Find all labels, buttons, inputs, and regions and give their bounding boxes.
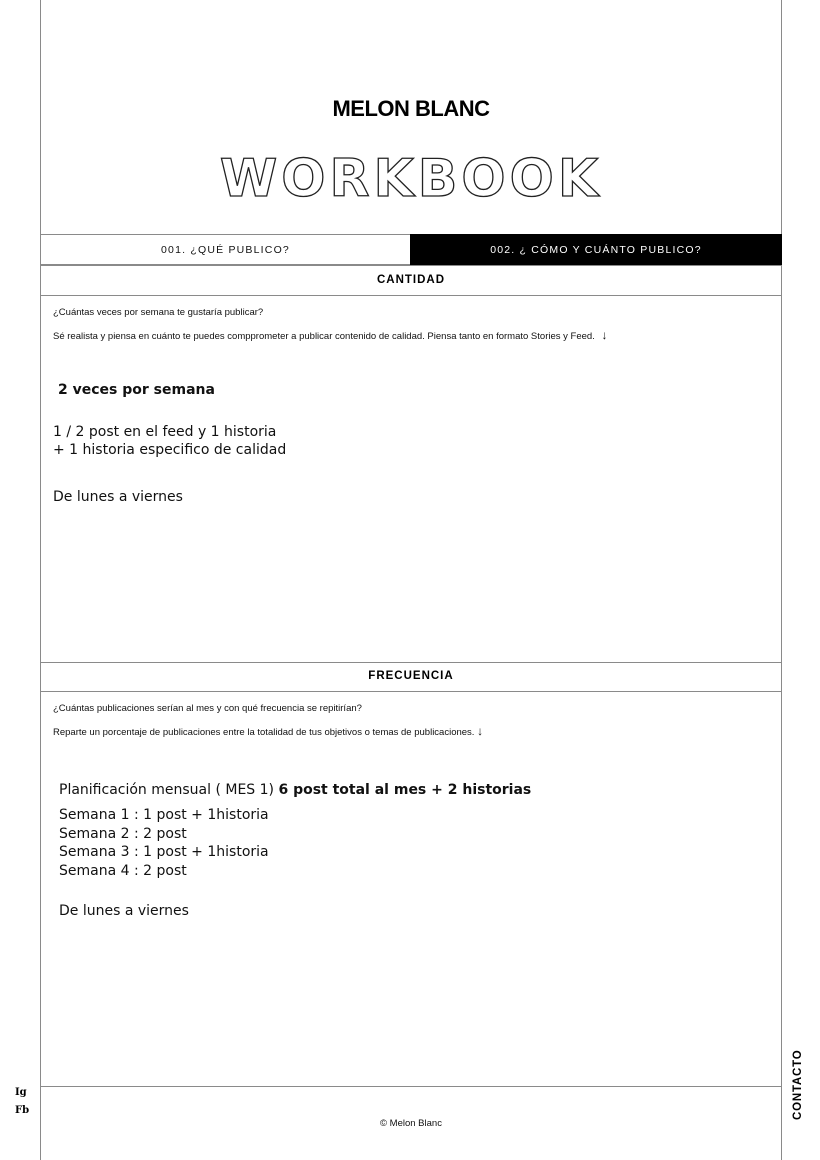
cantidad-answer-days: De lunes a viernes [53,489,183,505]
divider [40,662,782,663]
frecuencia-question: ¿Cuántas publicaciones serían al mes y con qué frecuencia se repitirían? [53,703,362,714]
tab-como-cuanto-publico[interactable]: 002. ¿ CÓMO Y CUÁNTO PUBLICO? [410,234,782,265]
week-line: Semana 1 : 1 post + 1historia [59,807,269,823]
instagram-link[interactable]: Ig [15,1087,27,1098]
section-heading-cantidad: CANTIDAD [376,274,446,286]
facebook-link[interactable]: Fb [15,1105,30,1116]
plan-total: 6 post total al mes + 2 historias [278,782,532,798]
plan-summary [59,781,531,800]
divider [40,295,782,296]
arrow-down-icon: ↓ [601,328,608,342]
frecuencia-instruction [53,724,483,738]
cantidad-answer-line: + 1 historia especifico de calidad [53,442,287,458]
brand-logo: MELON BLANC [332,96,490,121]
frecuencia-answer-days: De lunes a viernes [59,903,189,919]
tab-que-publico[interactable]: 001. ¿QUÉ PUBLICO? [40,234,410,265]
week-line: Semana 4 : 2 post [59,863,187,879]
week-line: Semana 3 : 1 post + 1historia [59,844,269,860]
divider [40,1086,782,1087]
divider [40,691,782,692]
cantidad-answer-title: 2 veces por semana [58,382,215,398]
instruction-text: Sé realista y piensa en cuánto te puedes compprometer a publicar contenido de calidad. Piensa tanto en formato Stories y Feed. [53,331,595,342]
cantidad-question: ¿Cuántas veces por semana te gustaría publicar? [53,307,264,318]
plan-label: Planificación mensual ( MES 1) [59,782,279,798]
arrow-down-icon: ↓ [477,724,484,738]
divider [40,265,782,266]
week-line: Semana 2 : 2 post [59,826,187,842]
section-heading-frecuencia: FRECUENCIA [368,670,454,682]
footer-copyright: © Melon Blanc [380,1118,442,1129]
cantidad-answer-line: 1 / 2 post en el feed y 1 historia [53,424,277,440]
contact-link[interactable]: CONTACTO [792,1049,804,1120]
cantidad-instruction [53,328,607,342]
instruction-text: Reparte un porcentaje de publicaciones entre la totalidad de tus objetivos o temas de publicaciones. [53,727,475,738]
page-title: WORKBOOK [219,149,603,209]
